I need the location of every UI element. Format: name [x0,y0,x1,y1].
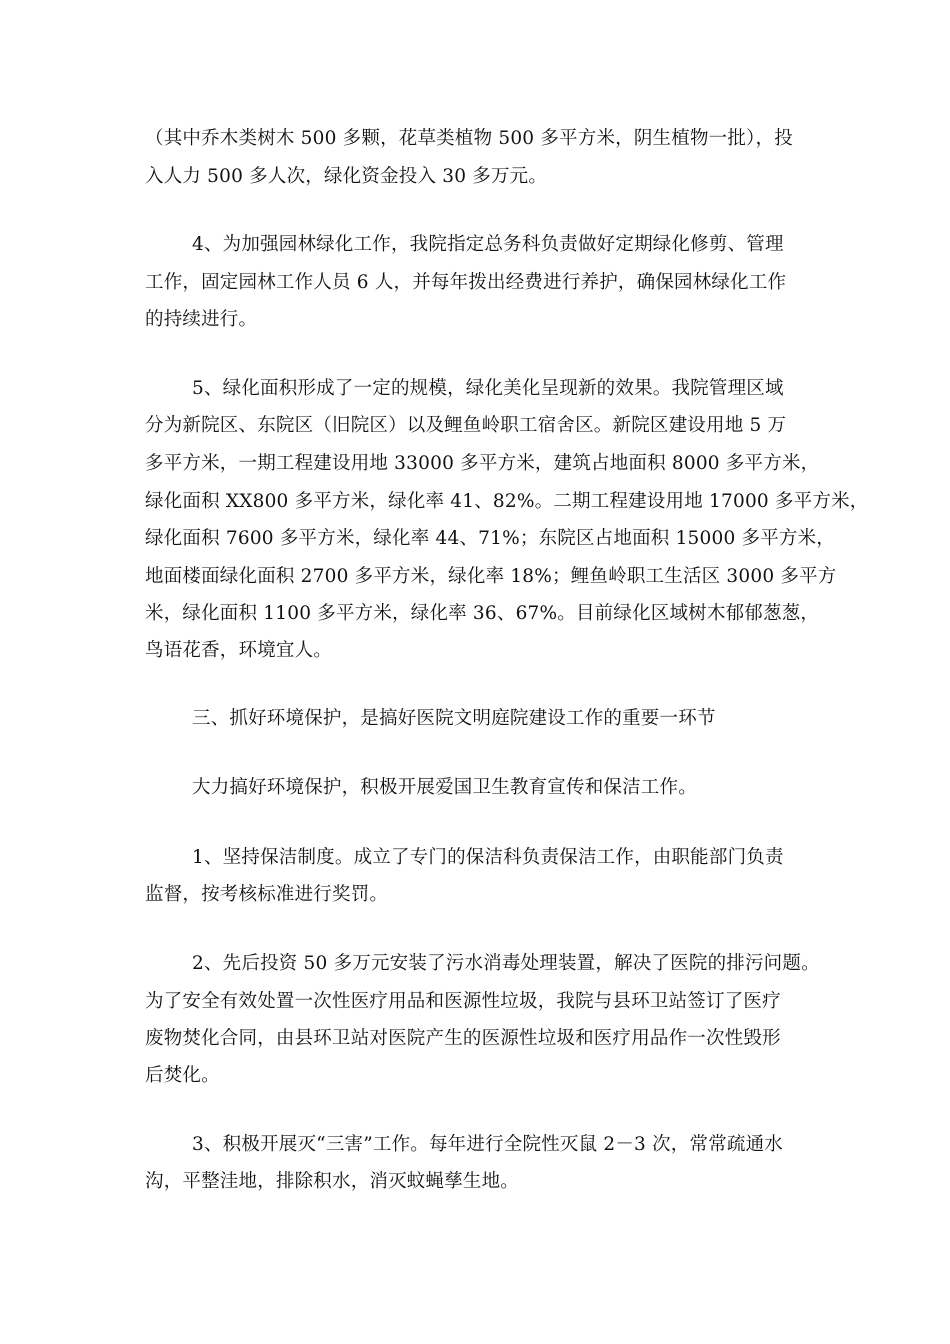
text-line: 废物焚化合同，由县环卫站对医院产生的医源性垃圾和医疗用品作一次性毁形 [145,1028,781,1049]
text-line: 的持续进行。 [145,309,258,330]
text-line: 沟，平整洼地，排除积水，消灭蚊蝇孳生地。 [145,1171,520,1192]
text-line: 地面楼面绿化面积 2700 多平方米，绿化率 18%；鲤鱼岭职工生活区 3000 多平方 [145,566,837,587]
text-line: 多平方米，一期工程建设用地 33000 多平方米，建筑占地面积 8000 多平方米， [145,453,820,474]
text-line: 为了安全有效处置一次性医疗用品和医源性垃圾，我院与县环卫站签订了医疗 [145,991,781,1012]
text-line: 3、积极开展灭“三害”工作。每年进行全院性灭鼠 2－3 次，常常疏通水 [192,1134,783,1155]
text-line: 2、先后投资 50 多万元安装了污水消毒处理装置，解决了医院的排污问题。 [192,953,820,974]
text-line: 分为新院区、东院区（旧院区）以及鲤鱼岭职工宿舍区。新院区建设用地 5 万 [145,415,787,436]
section-heading: 三、抓好环境保护，是搞好医院文明庭院建设工作的重要一环节 [192,708,716,729]
text-line: 监督，按考核标准进行奖罚。 [145,884,389,905]
text-line: 绿化面积 7600 多平方米，绿化率 44、71%；东院区占地面积 15000 多平方米， [145,528,835,549]
text-line: 工作，固定园林工作人员 6 人，并每年拨出经费进行养护，确保园林绿化工作 [145,272,787,293]
text-line: 后焚化。 [145,1065,220,1086]
text-line: 1、坚持保洁制度。成立了专门的保洁科负责保洁工作，由职能部门负责 [192,847,784,868]
text-line: 4、为加强园林绿化工作，我院指定总务科负责做好定期绿化修剪、管理 [192,234,784,255]
text-line: 大力搞好环境保护，积极开展爱国卫生教育宣传和保洁工作。 [192,777,697,798]
text-line: 入人力 500 多人次，绿化资金投入 30 多万元。 [145,166,548,187]
text-line: 5、绿化面积形成了一定的规模，绿化美化呈现新的效果。我院管理区域 [192,378,784,399]
text-line: 鸟语花香，环境宜人。 [145,640,333,661]
text-line: （其中乔木类树木 500 多颗，花草类植物 500 多平方米，阴生植物一批），投 [145,128,793,149]
text-line: 绿化面积 XX800 多平方米，绿化率 41、82%。二期工程建设用地 17000 多平方米， [145,491,869,512]
text-line: 米，绿化面积 1100 多平方米，绿化率 36、67%。目前绿化区域树木郁郁葱葱， [145,603,820,624]
